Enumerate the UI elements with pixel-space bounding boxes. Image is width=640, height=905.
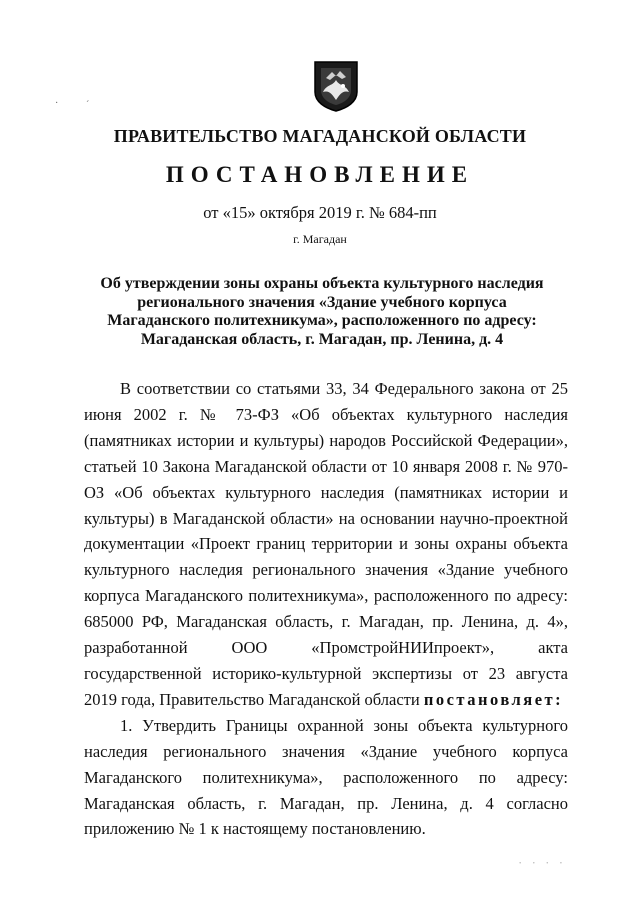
document-subject: Об утверждении зоны охраны объекта культурного наследия регионального значения «Здание учебного корпуса Магаданского политехникума», расположенного по адресу: Магаданская область, г. Магадан, пр. Ленина, д. 4	[100, 275, 544, 348]
government-title: ПРАВИТЕЛЬСТВО МАГАДАНСКОЙ ОБЛАСТИ	[113, 126, 527, 146]
resolves-word: постановляет:	[423, 689, 564, 709]
preamble-paragraph	[84, 376, 568, 713]
scan-mark: ·	[55, 98, 59, 109]
item-1-paragraph: 1. Утвердить Границы охранной зоны объекта культурного наследия регионального значения «Здание учебного корпуса Магаданского политехникума», расположенного по адресу: Магаданская область, г. Магадан, пр. Ленина, д. 4 согласно приложению № 1 к настоящему постановлению.	[84, 715, 568, 839]
coat-of-arms-icon	[313, 60, 359, 112]
document-city: г. Магадан	[293, 232, 347, 246]
scan-mark: ˊ	[86, 100, 90, 111]
document-body	[84, 376, 568, 842]
document-date-number: от «15» октября 2019 г. № 684-пп	[203, 203, 437, 222]
document-type: ПОСТАНОВЛЕНИЕ	[165, 162, 475, 187]
preamble-text: В соответствии со статьями 33, 34 Федерального закона от 25 июня 2002 г. № 73-ФЗ «Об объектах культурного наследия (памятниках истории и культуры) народов Российской Федерации», статьей 10 Закона Магаданской области от 10 января 2008 г. № 970-ОЗ «Об объектах культурного наследия (памятниках истории и культуры) в Магаданской области» на основании научно-проектной документации «Проект границ территории и зоны охраны объекта культурного наследия регионального значения «Здание учебного корпуса Магаданского политехникума», расположенного по адресу: 685000 РФ, Магаданская область, г. Магадан, пр. Ленина, д. 4», разработанной ООО «ПромстройНИИпроект», акта государственной историко-культурной экспертизы от 23 августа 2019 года, Правительство Магаданской области	[84, 379, 568, 709]
page-stamp-mark: · · · ·	[518, 855, 567, 870]
